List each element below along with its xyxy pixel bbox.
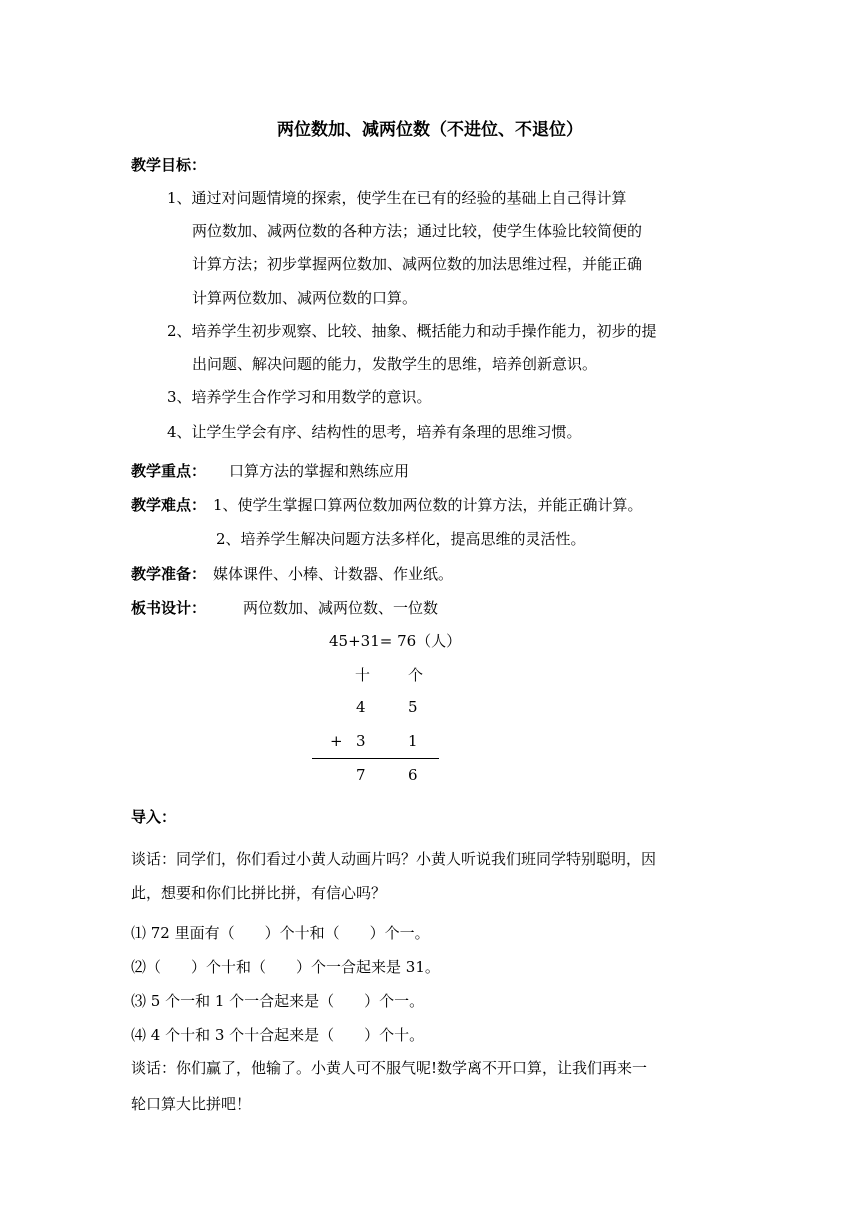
objective-1-line-1: 1、通过对问题情境的探索，使学生在已有的经验的基础上自己得计算 <box>167 189 627 207</box>
objective-1-line-2: 两位数加、减两位数的各种方法；通过比较，使学生体验比较简便的 <box>192 222 643 240</box>
preparation-text: 媒体课件、小棒、计数器、作业纸。 <box>213 565 454 583</box>
question-2: ⑵（ ）个十和（ ）个一合起来是 31。 <box>131 958 440 976</box>
key-point-label: 教学重点： <box>131 462 207 480</box>
question-1: ⑴ 72 里面有（ ）个十和（ ）个一。 <box>131 924 430 942</box>
objective-1-line-4: 计算两位数加、减两位数的口算。 <box>192 289 418 307</box>
column-tens-label: 十 <box>355 666 371 684</box>
objective-3: 3、培养学生合作学习和用数学的意识。 <box>167 388 432 406</box>
objective-2-line-2: 出问题、解决问题的能力，发散学生的思维，培养创新意识。 <box>192 355 598 373</box>
plus-sign: + <box>330 732 343 750</box>
intro-talk1-line-2: 此，想要和你们比拼比拼，有信心吗？ <box>131 884 387 902</box>
addend1-ones: 5 <box>408 698 418 716</box>
sum-line <box>312 758 439 759</box>
addend1-tens: 4 <box>356 698 366 716</box>
sum-ones: 6 <box>408 766 418 784</box>
preparation-label: 教学准备： <box>131 565 207 583</box>
difficulty-1: 1、使学生掌握口算两位数加两位数的计算方法，并能正确计算。 <box>213 496 643 514</box>
addend2-tens: 3 <box>356 732 366 750</box>
column-ones-label: 个 <box>408 666 424 684</box>
question-3: ⑶ 5 个一和 1 个一合起来是（ ）个一。 <box>131 992 425 1010</box>
addend2-ones: 1 <box>408 732 418 750</box>
board-equation: 45+31= 76（人） <box>329 632 462 650</box>
board-subtitle: 两位数加、减两位数、一位数 <box>243 599 439 617</box>
sum-tens: 7 <box>356 766 366 784</box>
difficulty-2: 2、培养学生解决问题方法多样化，提高思维的灵活性。 <box>216 530 586 548</box>
intro-talk2-line-2: 轮口算大比拼吧！ <box>131 1095 252 1113</box>
objective-2-line-1: 2、培养学生初步观察、比较、抽象、概括能力和动手操作能力，初步的提 <box>167 322 657 340</box>
question-4: ⑷ 4 个十和 3 个十合起来是（ ）个十。 <box>131 1026 425 1044</box>
intro-talk1-line-1: 谈话：同学们，你们看过小黄人动画片吗？小黄人听说我们班同学特别聪明，因 <box>131 850 657 868</box>
intro-heading: 导入： <box>131 808 177 826</box>
objective-1-line-3: 计算方法；初步掌握两位数加、减两位数的加法思维过程，并能正确 <box>192 255 643 273</box>
board-label: 板书设计： <box>131 599 207 617</box>
intro-talk2-line-1: 谈话：你们赢了，他输了。小黄人可不服气呢!数学离不开口算，让我们再来一 <box>131 1059 648 1077</box>
key-point-text: 口算方法的掌握和熟练应用 <box>229 462 410 480</box>
difficulty-label: 教学难点： <box>131 496 207 514</box>
objective-4: 4、让学生学会有序、结构性的思考，培养有条理的思维习惯。 <box>167 423 582 441</box>
objectives-heading: 教学目标： <box>131 156 207 174</box>
page-title: 两位数加、减两位数（不进位、不退位） <box>277 120 583 140</box>
